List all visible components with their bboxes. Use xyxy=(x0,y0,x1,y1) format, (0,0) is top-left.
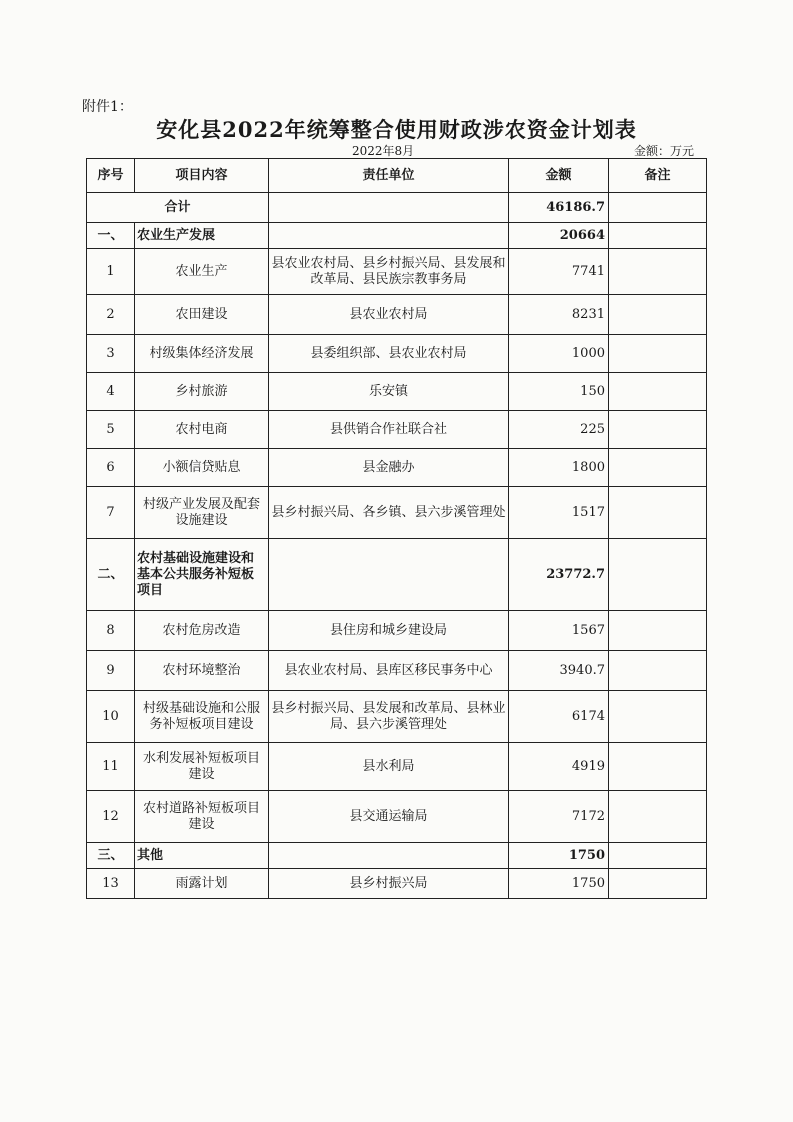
row-note xyxy=(609,335,707,373)
row-number: 3 xyxy=(87,335,135,373)
row-project: 雨露计划 xyxy=(135,869,269,899)
row-responsible-unit: 县金融办 xyxy=(269,449,509,487)
table-row xyxy=(87,335,707,373)
table-row xyxy=(87,691,707,743)
row-project: 水利发展补短板项目建设 xyxy=(135,743,269,791)
row-amount: 6174 xyxy=(509,691,609,743)
row-responsible-unit: 县住房和城乡建设局 xyxy=(269,611,509,651)
total-amount: 46186.7 xyxy=(509,193,609,223)
row-number: 8 xyxy=(87,611,135,651)
table-row xyxy=(87,651,707,691)
table-header-row xyxy=(87,159,707,193)
row-number: 6 xyxy=(87,449,135,487)
row-amount: 1000 xyxy=(509,335,609,373)
row-responsible-unit: 县乡村振兴局、各乡镇、县六步溪管理处 xyxy=(269,487,509,539)
row-project: 村级集体经济发展 xyxy=(135,335,269,373)
row-responsible-unit: 县供销合作社联合社 xyxy=(269,411,509,449)
header-no: 序号 xyxy=(87,159,135,193)
row-amount: 8231 xyxy=(509,295,609,335)
row-note xyxy=(609,373,707,411)
row-note xyxy=(609,295,707,335)
row-note xyxy=(609,651,707,691)
table-row xyxy=(87,449,707,487)
total-unit-cell xyxy=(269,193,509,223)
row-number: 二、 xyxy=(87,539,135,611)
row-note xyxy=(609,869,707,899)
row-project: 村级基础设施和公服务补短板项目建设 xyxy=(135,691,269,743)
table-row xyxy=(87,249,707,295)
row-project: 农业生产发展 xyxy=(135,223,269,249)
row-project: 村级产业发展及配套设施建设 xyxy=(135,487,269,539)
document-title: 安化县2022年统筹整合使用财政涉农资金计划表 xyxy=(156,117,637,142)
row-note xyxy=(609,223,707,249)
table-row xyxy=(87,791,707,843)
row-project: 农村电商 xyxy=(135,411,269,449)
row-responsible-unit: 县乡村振兴局、县发展和改革局、县林业局、县六步溪管理处 xyxy=(269,691,509,743)
section-row xyxy=(87,539,707,611)
row-responsible-unit xyxy=(269,223,509,249)
row-project: 其他 xyxy=(135,843,269,869)
row-responsible-unit: 县委组织部、县农业农村局 xyxy=(269,335,509,373)
row-amount: 225 xyxy=(509,411,609,449)
row-project: 乡村旅游 xyxy=(135,373,269,411)
row-number: 9 xyxy=(87,651,135,691)
section-row xyxy=(87,843,707,869)
fund-plan-table xyxy=(86,158,707,899)
row-number: 4 xyxy=(87,373,135,411)
table-row xyxy=(87,411,707,449)
row-amount: 150 xyxy=(509,373,609,411)
header-note: 备注 xyxy=(609,159,707,193)
header-unit: 责任单位 xyxy=(269,159,509,193)
row-amount: 23772.7 xyxy=(509,539,609,611)
row-number: 10 xyxy=(87,691,135,743)
row-amount: 1800 xyxy=(509,449,609,487)
row-number: 1 xyxy=(87,249,135,295)
row-note xyxy=(609,743,707,791)
row-project: 农村危房改造 xyxy=(135,611,269,651)
row-amount: 4919 xyxy=(509,743,609,791)
total-row xyxy=(87,193,707,223)
row-project: 农村环境整治 xyxy=(135,651,269,691)
header-amount: 金额 xyxy=(509,159,609,193)
row-note xyxy=(609,843,707,869)
row-number: 11 xyxy=(87,743,135,791)
row-note xyxy=(609,539,707,611)
row-responsible-unit: 县农业农村局、县库区移民事务中心 xyxy=(269,651,509,691)
row-amount: 1517 xyxy=(509,487,609,539)
row-responsible-unit: 县乡村振兴局 xyxy=(269,869,509,899)
row-note xyxy=(609,791,707,843)
row-note xyxy=(609,411,707,449)
row-number: 5 xyxy=(87,411,135,449)
row-responsible-unit: 县农业农村局、县乡村振兴局、县发展和改革局、县民族宗教事务局 xyxy=(269,249,509,295)
table-row xyxy=(87,295,707,335)
amount-unit: 金额：万元 xyxy=(634,144,695,158)
document-date: 2022年8月 xyxy=(352,144,415,158)
row-responsible-unit: 乐安镇 xyxy=(269,373,509,411)
row-amount: 20664 xyxy=(509,223,609,249)
table-row xyxy=(87,869,707,899)
row-amount: 1750 xyxy=(509,869,609,899)
row-number: 13 xyxy=(87,869,135,899)
row-project: 农田建设 xyxy=(135,295,269,335)
header-project: 项目内容 xyxy=(135,159,269,193)
table-row xyxy=(87,611,707,651)
row-project: 农村基础设施建设和基本公共服务补短板项目 xyxy=(135,539,269,611)
row-responsible-unit: 县水利局 xyxy=(269,743,509,791)
row-responsible-unit xyxy=(269,843,509,869)
row-amount: 3940.7 xyxy=(509,651,609,691)
table-row xyxy=(87,743,707,791)
row-number: 一、 xyxy=(87,223,135,249)
table-row xyxy=(87,373,707,411)
section-row xyxy=(87,223,707,249)
row-note xyxy=(609,449,707,487)
total-note-cell xyxy=(609,193,707,223)
row-number: 2 xyxy=(87,295,135,335)
row-project: 农业生产 xyxy=(135,249,269,295)
row-note xyxy=(609,487,707,539)
row-amount: 1750 xyxy=(509,843,609,869)
row-project: 小额信贷贴息 xyxy=(135,449,269,487)
row-responsible-unit xyxy=(269,539,509,611)
row-amount: 7741 xyxy=(509,249,609,295)
row-number: 12 xyxy=(87,791,135,843)
row-responsible-unit: 县交通运输局 xyxy=(269,791,509,843)
row-note xyxy=(609,691,707,743)
attachment-label: 附件1： xyxy=(82,99,133,115)
row-number: 三、 xyxy=(87,843,135,869)
total-label: 合计 xyxy=(87,193,269,223)
row-amount: 1567 xyxy=(509,611,609,651)
row-note xyxy=(609,249,707,295)
row-responsible-unit: 县农业农村局 xyxy=(269,295,509,335)
row-amount: 7172 xyxy=(509,791,609,843)
row-project: 农村道路补短板项目建设 xyxy=(135,791,269,843)
table-row xyxy=(87,487,707,539)
row-number: 7 xyxy=(87,487,135,539)
row-note xyxy=(609,611,707,651)
